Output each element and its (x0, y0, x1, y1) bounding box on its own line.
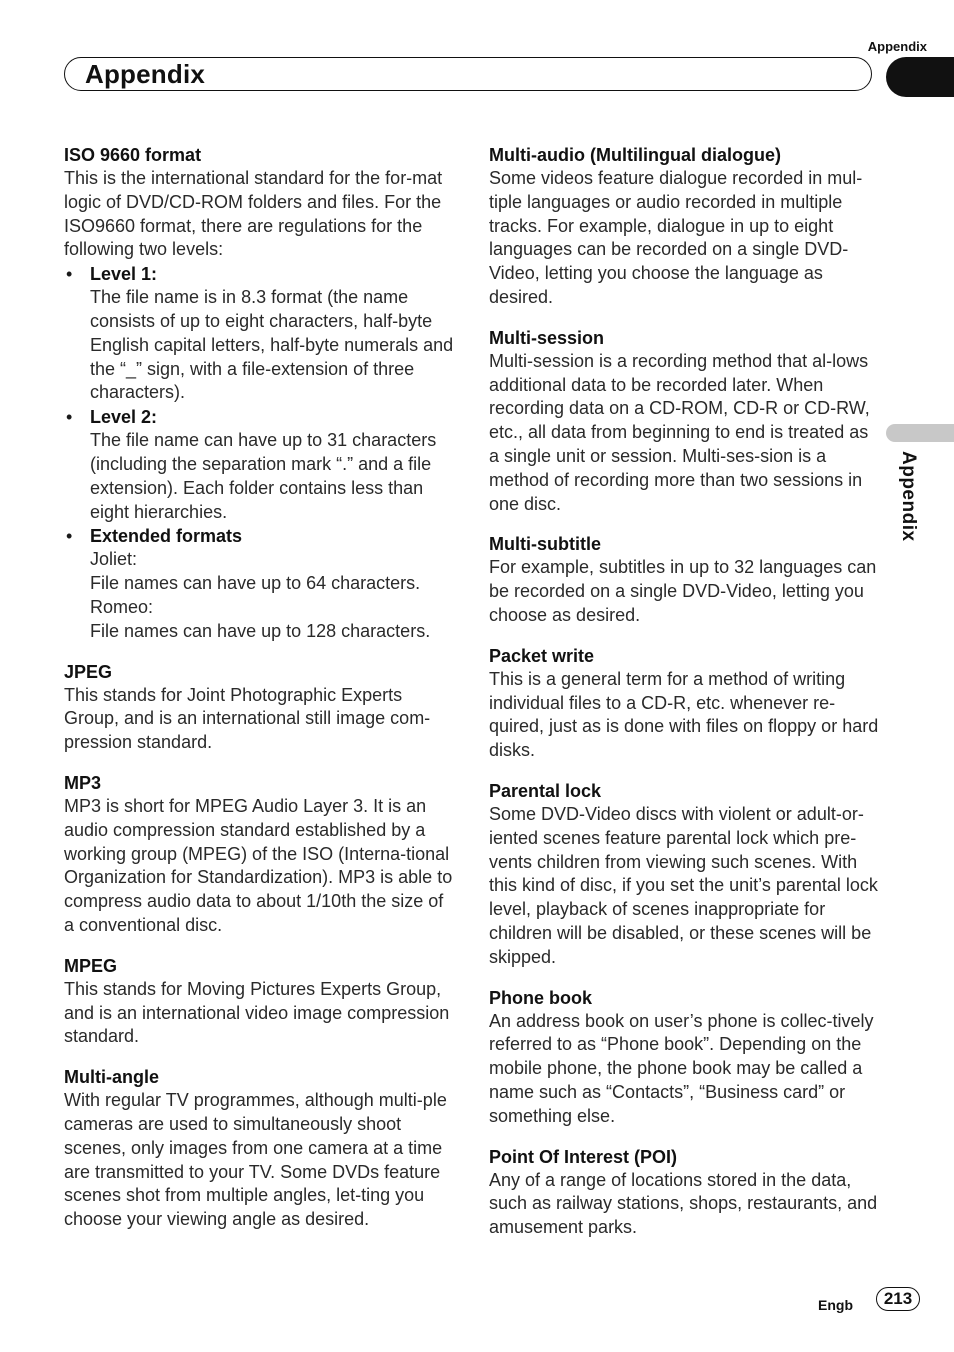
glossary-entry (489, 326, 881, 517)
list-item-title: Level 2: (90, 407, 158, 428)
list-item-text: Joliet: (90, 549, 138, 570)
glossary-definition: This stands for Joint Photographic Experts Group, and is an international still image com-pression standard. (64, 684, 431, 753)
glossary-definition: This is a general term for a method of writing individual files to a CD-R, etc. whenever re-quired, just as is done with files on floppy or hard disks. (489, 668, 879, 761)
iso-level-list (64, 262, 456, 643)
glossary-entry (64, 771, 456, 938)
section-tab-marker (886, 57, 954, 97)
glossary-term: MPEG (64, 955, 118, 976)
glossary-entry (489, 532, 881, 627)
glossary-definition: Some videos feature dialogue recorded in mul-tiple languages or audio recorded in multiple tracks. For example, dialogue in up to eight languages can be recorded on a single DVD-Video, letting you choose the language as desired. (489, 168, 863, 307)
running-head: Appendix (867, 39, 927, 54)
glossary-definition: Multi-session is a recording method that al-lows additional data to be recorded later. When recording data on a CD-ROM, CD-R or CD-RW, etc., all data from beginning to end is treated as a single unit or session. Multi-ses-sion is a method of recording more than two sessions in one disc. (489, 350, 870, 514)
list-item-title: Level 1: (90, 264, 158, 285)
glossary-term: Multi-session (489, 327, 605, 348)
glossary-entry (489, 779, 881, 970)
glossary-entry (489, 143, 881, 310)
glossary-entry (64, 954, 456, 1049)
glossary-term: ISO 9660 format (64, 145, 202, 165)
glossary-definition: Any of a range of locations stored in the data, such as railway stations, shops, restaurants, and amusement parks. (489, 1169, 878, 1238)
glossary-definition: For example, subtitles in up to 32 languages can be recorded on a single DVD-Video, letting you choose as desired. (489, 557, 877, 625)
glossary-term: Multi-audio (Multilingual dialogue) (489, 145, 781, 165)
list-item (64, 524, 456, 643)
glossary-term: MP3 (64, 772, 102, 793)
bullet-icon: • (66, 264, 73, 285)
glossary-term: Phone book (489, 987, 592, 1008)
glossary-definition: This stands for Moving Pictures Experts Group, and is an international video image compression standard. (64, 978, 450, 1047)
bullet-icon: • (66, 526, 73, 547)
glossary-entry (64, 1065, 456, 1232)
glossary-entry (64, 660, 456, 755)
language-code: Engb (818, 1297, 853, 1313)
list-item (64, 405, 456, 524)
page-number: 213 (876, 1287, 920, 1311)
list-item-text: Romeo: (90, 596, 154, 617)
left-column (64, 143, 456, 1248)
glossary-entry-iso9660 (64, 143, 456, 644)
glossary-definition: This is the international standard for the for-mat logic of DVD/CD-ROM folders and files. For the ISO9660 format, there are regulations for the following two levels: (64, 168, 443, 260)
glossary-entry (489, 1145, 881, 1240)
glossary-definition: Some DVD-Video discs with violent or adult-or-iented scenes feature parental lock which pre-vents children from viewing such scenes. With this kind of disc, if you set the unit’s parental lock level, playback of scenes inappropriate for children will be disabled, or these scenes will be skipped. (489, 803, 878, 967)
list-item-text: File names can have up to 64 characters. (90, 573, 421, 594)
list-item (64, 262, 456, 405)
glossary-definition: MP3 is short for MPEG Audio Layer 3. It is an audio compression standard established by a working group (MPEG) of the ISO (Interna-tional Organization for Standardization). MP3 is able to compress audio data to about 1/10th the size of a conventional disc. (64, 795, 453, 935)
page-title: Appendix (85, 59, 206, 89)
glossary-term: Multi-angle (64, 1067, 159, 1088)
bullet-icon: • (66, 407, 73, 428)
list-item-text: File names can have up to 128 characters. (90, 620, 431, 641)
glossary-entry (489, 644, 881, 763)
glossary-definition: With regular TV programmes, although multi-ple cameras are used to simultaneously shoot scenes, only images from one camera at a time are transmitted to your TV. Some DVDs feature scenes shot from multiple angles, let-ting you choose your viewing angle as desired. (64, 1090, 447, 1230)
glossary-term: Packet write (489, 645, 595, 666)
right-column (489, 143, 881, 1256)
list-item-text: The file name is in 8.3 format (the name consists of up to eight characters, half-byte English capital letters, half-byte numerals and the “_” sign, with a file-extension of three characters). (90, 287, 454, 403)
glossary-term: JPEG (64, 661, 113, 682)
side-index-label: Appendix (898, 451, 919, 542)
side-index-tab (886, 424, 954, 442)
glossary-term: Point Of Interest (POI) (489, 1146, 678, 1167)
list-item-title: Extended formats (90, 526, 243, 547)
glossary-term: Parental lock (489, 780, 602, 801)
list-item-text: The file name can have up to 31 characters (including the separation mark “.” and a file extension). Each folder contains less than eight hierarchies. (90, 430, 437, 522)
glossary-entry (489, 986, 881, 1129)
section-title-bar (64, 57, 872, 91)
glossary-definition: An address book on user’s phone is collec-tively referred to as “Phone book”. Depending on the mobile phone, the phone book may be called a name such as “Contacts”, “Business card” or something else. (489, 1010, 874, 1126)
glossary-term: Multi-subtitle (489, 534, 601, 555)
